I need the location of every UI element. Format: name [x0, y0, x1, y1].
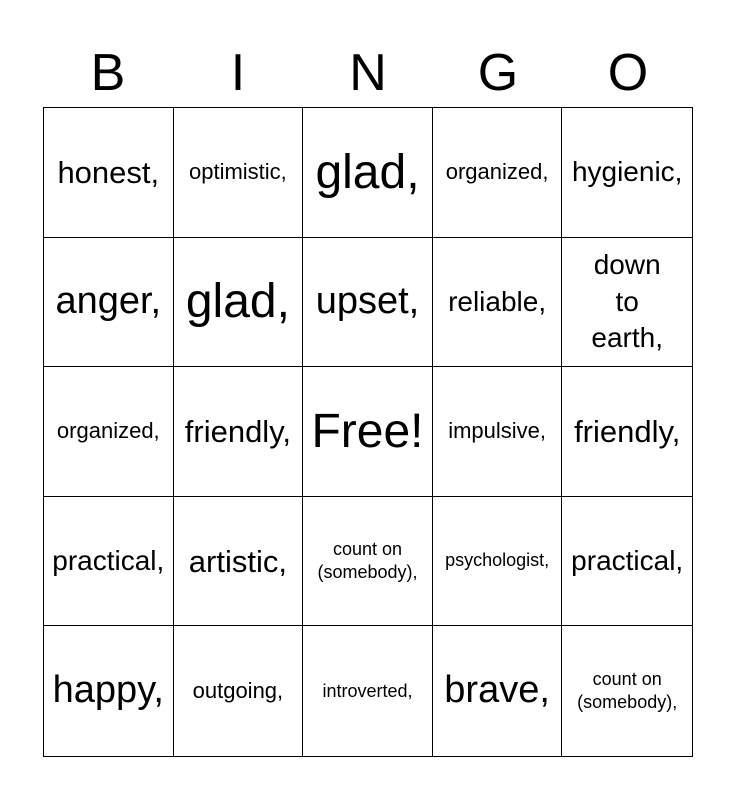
header-letter-b: B [90, 44, 126, 102]
bingo-cell[interactable] [433, 238, 563, 368]
cell-text: practical, [571, 544, 684, 576]
bingo-cell[interactable] [174, 367, 304, 497]
bingo-cell[interactable] [562, 108, 692, 238]
bingo-cell[interactable] [174, 108, 304, 238]
free-space-cell[interactable] [303, 367, 433, 497]
cell-text: Free! [311, 404, 424, 458]
bingo-cell[interactable] [44, 238, 174, 368]
cell-text: outgoing, [192, 678, 284, 703]
cell-text: organized, [445, 159, 549, 185]
bingo-cell[interactable] [303, 497, 433, 627]
bingo-cell[interactable] [174, 497, 304, 627]
bingo-cell[interactable] [433, 497, 563, 627]
bingo-cell[interactable] [303, 238, 433, 368]
cell-text: friendly, [184, 413, 292, 449]
cell-text: practical, [52, 544, 165, 576]
bingo-cell[interactable] [433, 626, 563, 756]
cell-text: upset, [315, 280, 420, 323]
bingo-cell[interactable] [303, 108, 433, 238]
cell-text: anger, [55, 280, 162, 323]
bingo-cell[interactable] [433, 367, 563, 497]
bingo-cell[interactable] [562, 497, 692, 627]
bingo-cell[interactable] [44, 108, 174, 238]
bingo-cell[interactable] [303, 626, 433, 756]
bingo-cell[interactable] [44, 367, 174, 497]
cell-text: happy, [52, 669, 164, 712]
cell-text: optimistic, [188, 159, 287, 185]
cell-text: impulsive, [448, 418, 546, 444]
cell-text: honest, [57, 154, 160, 190]
header-letter-n: N [349, 44, 387, 102]
bingo-header [43, 40, 693, 106]
cell-text: hygienic, [571, 156, 683, 188]
bingo-board [43, 107, 693, 757]
cell-text: brave, [444, 669, 550, 712]
cell-text: artistic, [188, 543, 287, 579]
header-letter-o: O [607, 44, 649, 102]
cell-text: glad, [315, 145, 420, 199]
bingo-cell[interactable] [562, 367, 692, 497]
cell-text: friendly, [574, 413, 681, 449]
cell-text: count on (somebody), [317, 538, 418, 583]
cell-text: glad, [185, 275, 290, 329]
cell-text: count on (somebody), [577, 668, 678, 713]
cell-text: psychologist, [445, 550, 550, 571]
cell-text: down to earth, [591, 249, 663, 354]
cell-text: organized, [56, 418, 160, 444]
header-letter-i: I [230, 44, 246, 102]
header-letter-g: G [477, 44, 519, 102]
bingo-cell[interactable] [174, 238, 304, 368]
bingo-cell[interactable] [433, 108, 563, 238]
cell-text: reliable, [448, 285, 547, 317]
bingo-cell[interactable] [44, 626, 174, 756]
bingo-cell[interactable] [562, 238, 692, 368]
bingo-cell[interactable] [174, 626, 304, 756]
cell-text: introverted, [322, 680, 413, 701]
bingo-cell[interactable] [44, 497, 174, 627]
bingo-cell[interactable] [562, 626, 692, 756]
